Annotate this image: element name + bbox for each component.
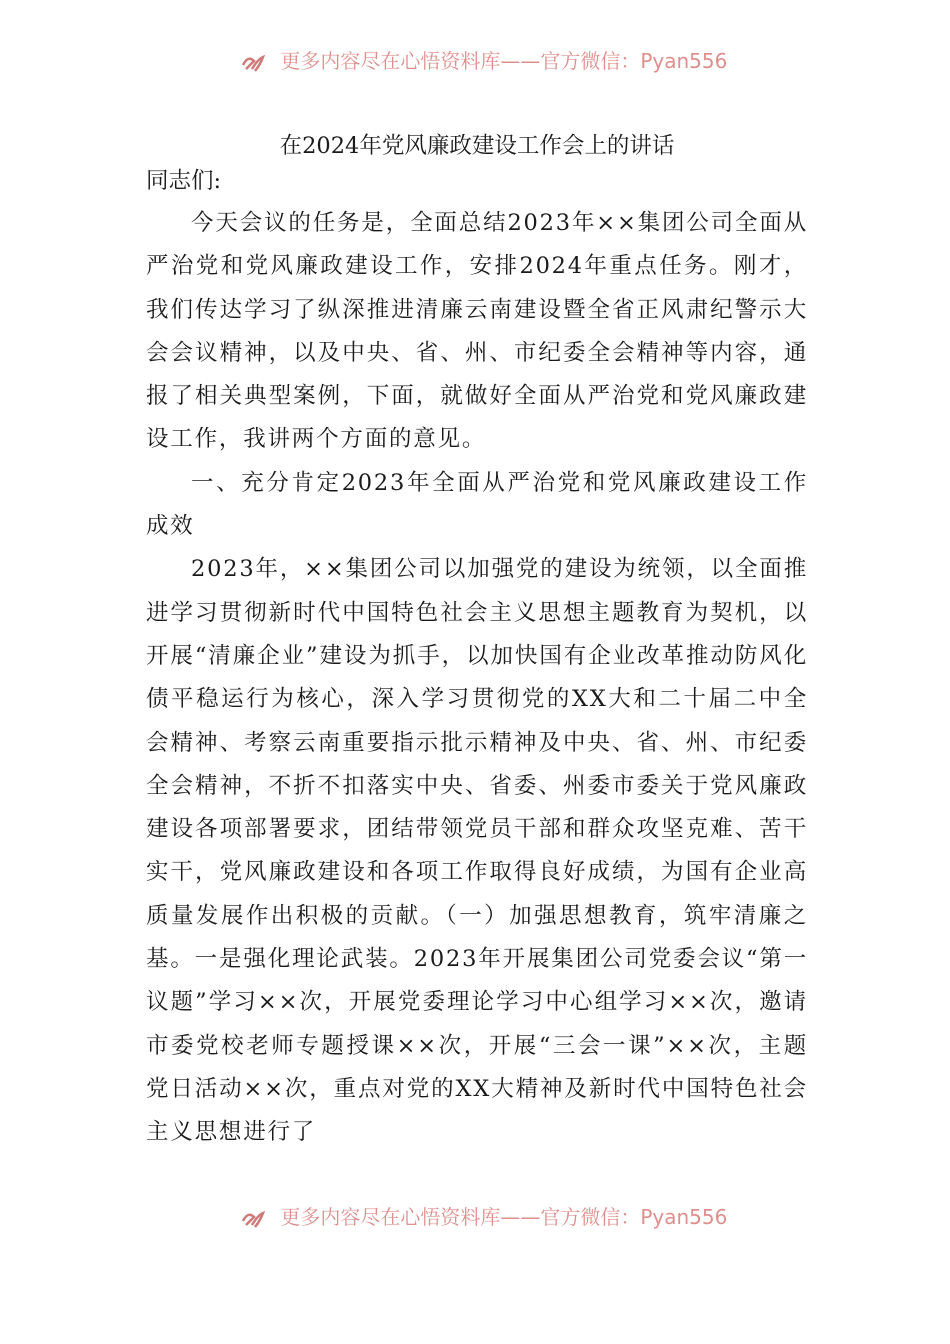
logo-icon	[240, 1209, 266, 1229]
page-title: 在2024年党风廉政建设工作会上的讲话	[279, 133, 675, 159]
watermark-banner-top	[0, 50, 950, 90]
logo-icon	[240, 53, 266, 73]
section-heading-1: 一、充分肯定2023年全面从严治党和党风廉政建设工作成效	[146, 469, 808, 540]
salutation: 同志们:	[146, 168, 222, 194]
watermark-text: 更多内容尽在心悟资料库——官方微信：Pyan556	[280, 50, 728, 73]
paragraph-intro: 今天会议的任务是，全面总结2023年××集团公司全面从严治党和党风廉政建设工作，安排2024年重点任务。刚才，我们传达学习了纵深推进清廉云南建设暨全省正风肃纪警示大会会议精神，以及中央、省、州、市纪委全会精神等内容，通报了相关典型案例，下面，就做好全面从严治党和党风廉政建设工作，我讲两个方面的意见。	[146, 210, 808, 453]
watermark-banner-bottom	[0, 1206, 950, 1246]
document-body	[146, 128, 808, 1155]
watermark-text: 更多内容尽在心悟资料库——官方微信：Pyan556	[280, 1206, 728, 1229]
paragraph-achievements: 2023年，××集团公司以加强党的建设为统领，以全面推进学习贯彻新时代中国特色社会主义思想主题教育为契机，以开展“清廉企业”建设为抓手，以加快国有企业改革推动防风化债平稳运行为核心，深入学习贯彻党的XX大和二十届二中全会精神、考察云南重要指示批示精神及中央、省、州、市纪委全会精神，不折不扣落实中央、省委、州委市委关于党风廉政建设各项部署要求，团结带领党员干部和群众攻坚克难、苦干实干，党风廉政建设和各项工作取得良好成绩，为国有企业高质量发展作出积极的贡献。（一）加强思想教育，筑牢清廉之基。一是强化理论武装。2023年开展集团公司党委会议“第一议题”学习××次，开展党委理论学习中心组学习××次，邀请市委党校老师专题授课××次，开展“三会一课”××次，主题党日活动××次，重点对党的XX大精神及新时代中国特色社会主义思想进行了	[146, 556, 808, 1146]
